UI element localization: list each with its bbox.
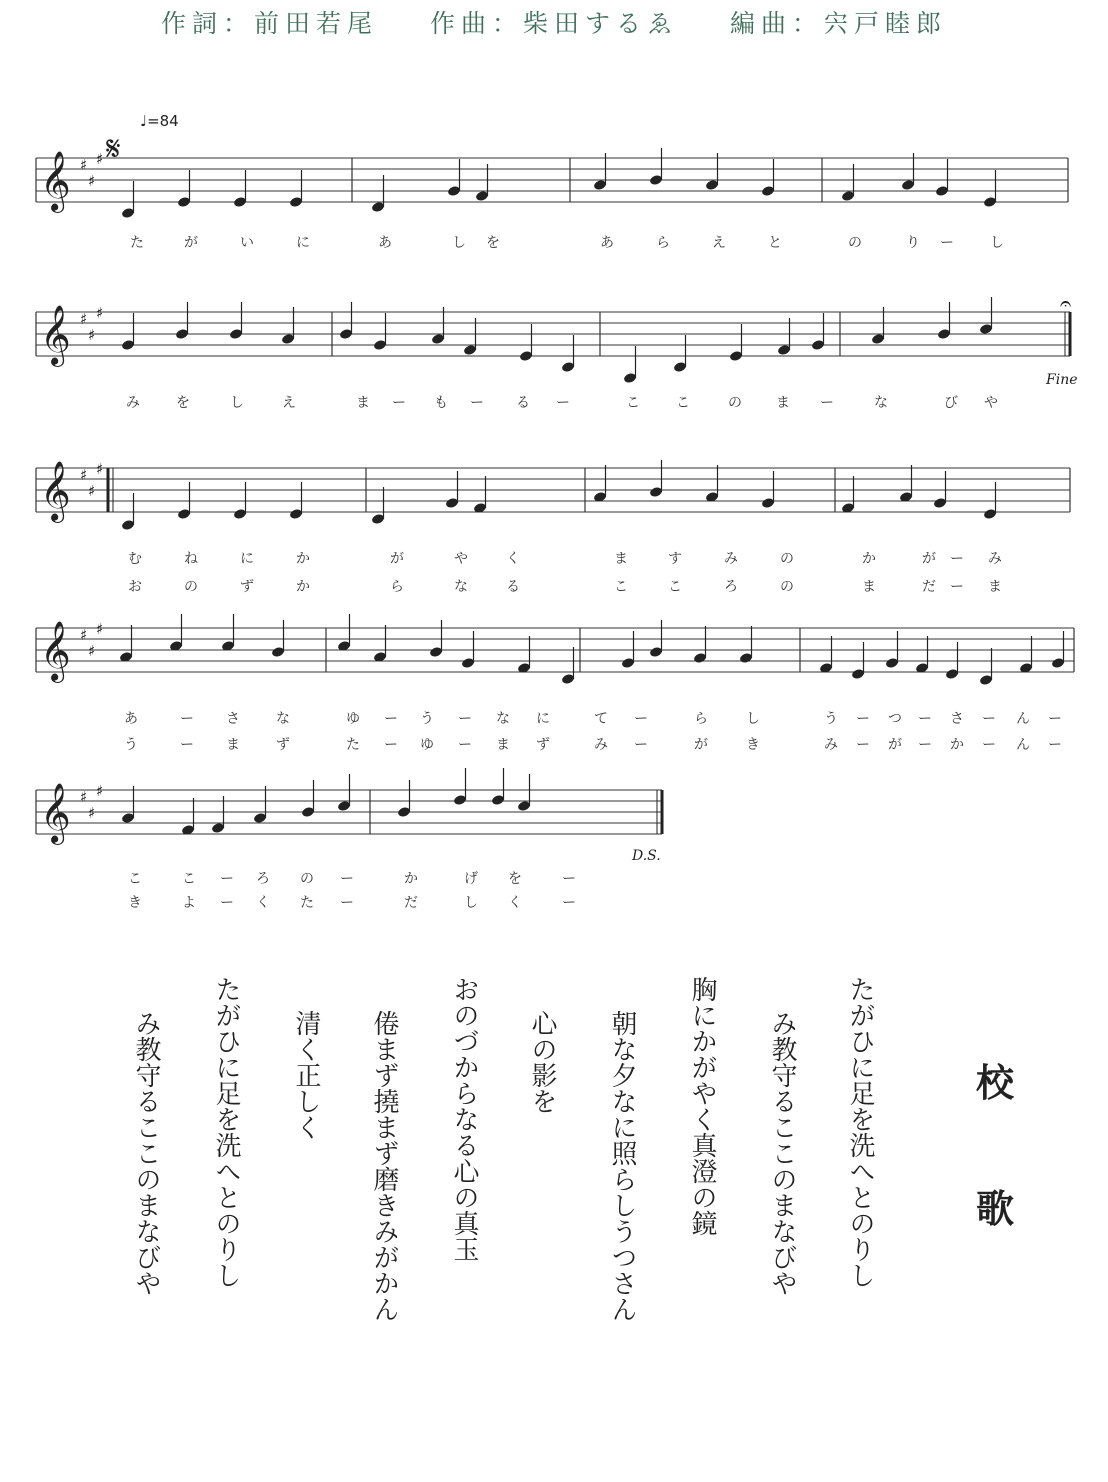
lyric-syllable: あ — [600, 235, 614, 251]
lyric-syllable: ん — [1016, 737, 1030, 753]
lyric-syllable: ー — [458, 737, 472, 753]
lyric-syllable: こ — [676, 395, 690, 411]
lyric-syllable: た — [346, 737, 360, 753]
ds-marking: D.S. — [632, 848, 661, 864]
lyric-syllable: か — [296, 551, 310, 567]
lyric-syllable: ろ — [724, 579, 738, 595]
lyric-syllable: ー — [918, 711, 932, 727]
lyric-syllable: が — [390, 551, 404, 567]
lyric-syllable: ー — [562, 895, 576, 911]
lyric-syllable: ー — [982, 737, 996, 753]
lyric-syllable: ー — [556, 395, 570, 411]
poem-column: 心の影を — [527, 1010, 557, 1114]
lyric-syllable: ー — [950, 551, 964, 567]
lyric-syllable: ー — [856, 711, 870, 727]
lyric-syllable: ー — [918, 737, 932, 753]
lyric-syllable: ー — [950, 579, 964, 595]
sharp-icon: ♯ — [96, 782, 104, 800]
lyric-syllable: ー — [220, 895, 234, 911]
lyric-syllable: ー — [940, 235, 954, 251]
lyric-syllable: ー — [856, 737, 870, 753]
lyric-syllable: し — [452, 235, 466, 251]
lyric-syllable: ー — [340, 871, 354, 887]
fermata-icon: 𝄐 — [1060, 291, 1072, 315]
lyric-syllable: か — [950, 737, 964, 753]
lyric-syllable: ー — [1048, 711, 1062, 727]
lyric-syllable: ー — [180, 711, 194, 727]
lyric-syllable: を — [176, 395, 190, 411]
lyric-syllable: く — [506, 551, 520, 567]
lyric-syllable: よ — [182, 895, 196, 911]
sharp-icon: ♯ — [80, 466, 88, 484]
lyric-syllable: ー — [982, 711, 996, 727]
sharp-icon: ♯ — [88, 326, 96, 344]
poem-column: み教守るここのまなびや — [767, 1010, 797, 1296]
lyric-syllable: な — [874, 395, 888, 411]
lyric-syllable: の — [780, 579, 794, 595]
sharp-icon: ♯ — [80, 156, 88, 174]
arranger-credit: 編曲：宍戸睦郎 — [730, 9, 948, 38]
sharp-icon: ♯ — [88, 804, 96, 822]
lyric-syllable: が — [888, 737, 902, 753]
sharp-icon: ♯ — [88, 642, 96, 660]
sharp-icon: ♯ — [96, 150, 104, 168]
lyric-syllable: ま — [614, 551, 628, 567]
sharp-icon: ♯ — [96, 304, 104, 322]
lyric-syllable: ず — [536, 737, 550, 753]
lyric-syllable: あ — [378, 235, 392, 251]
lyric-syllable: ー — [340, 895, 354, 911]
lyric-syllable: の — [780, 551, 794, 567]
lyric-syllable: ー — [384, 737, 398, 753]
lyric-syllable: ー — [634, 711, 648, 727]
lyric-syllable: だ — [404, 895, 418, 911]
lyric-syllable: ら — [390, 579, 404, 595]
lyric-syllable: く — [508, 895, 522, 911]
sharp-icon: ♯ — [80, 788, 88, 806]
lyric-syllable: る — [506, 579, 520, 595]
lyric-syllable: た — [300, 895, 314, 911]
lyric-syllable: と — [768, 235, 782, 251]
lyric-syllable: す — [668, 551, 682, 567]
lyric-syllable: に — [296, 235, 310, 251]
lyric-syllable: み — [724, 551, 738, 567]
lyric-syllable: か — [404, 871, 418, 887]
lyric-syllable: も — [434, 395, 448, 411]
lyric-syllable: ね — [184, 551, 198, 567]
lyric-syllable: ゆ — [420, 737, 434, 753]
lyric-syllable: だ — [922, 579, 936, 595]
lyric-syllable: ゆ — [346, 711, 360, 727]
lyric-syllable: ー — [470, 395, 484, 411]
sharp-icon: ♯ — [80, 626, 88, 644]
lyric-syllable: ー — [384, 711, 398, 727]
lyric-syllable: ー — [180, 737, 194, 753]
lyric-syllable: な — [496, 711, 510, 727]
lyric-syllable: え — [712, 235, 726, 251]
poem-column: 朝な夕なに照らしうつさん — [607, 1010, 637, 1322]
poem-column: たがひに足を洗へとのりし — [211, 976, 241, 1288]
lyric-syllable: い — [240, 235, 254, 251]
lyric-syllable: ま — [226, 737, 240, 753]
poem-title-char: 歌 — [976, 1186, 1015, 1231]
lyricist-credit: 作詞：前田若尾 — [160, 9, 378, 38]
fine-marking: Fine — [1046, 372, 1078, 388]
lyric-syllable: こ — [128, 871, 142, 887]
lyric-syllable: む — [128, 551, 142, 567]
lyric-syllable: ま — [356, 395, 370, 411]
lyric-syllable: の — [184, 579, 198, 595]
lyric-syllable: み — [126, 395, 140, 411]
poem-column: 胸にかがやく真澄の鏡 — [687, 976, 717, 1236]
lyric-syllable: う — [124, 737, 138, 753]
lyric-syllable: ま — [862, 579, 876, 595]
poem-column: 倦まず撓まず磨きみがかん — [369, 1010, 399, 1322]
lyric-syllable: や — [984, 395, 998, 411]
lyric-syllable: ず — [276, 737, 290, 753]
lyric-syllable: な — [454, 579, 468, 595]
lyric-syllable: く — [256, 895, 270, 911]
sharp-icon: ♯ — [88, 482, 96, 500]
lyric-syllable: か — [296, 579, 310, 595]
lyric-syllable: し — [990, 235, 1004, 251]
tempo-marking: ♩=84 — [140, 112, 179, 130]
lyric-syllable: こ — [668, 579, 682, 595]
lyric-syllable: が — [922, 551, 936, 567]
lyric-syllable: げ — [464, 871, 478, 887]
lyric-syllable: き — [128, 895, 142, 911]
lyric-syllable: の — [300, 871, 314, 887]
poem-column: たがひに足を洗へとのりし — [845, 976, 875, 1288]
lyric-syllable: ー — [220, 871, 234, 887]
lyric-syllable: さ — [226, 711, 240, 727]
lyric-syllable: こ — [182, 871, 196, 887]
composer-credit: 作曲：柴田するゑ — [429, 9, 678, 38]
lyric-syllable: あ — [124, 711, 138, 727]
lyric-syllable: た — [130, 235, 144, 251]
lyric-syllable: ー — [634, 737, 648, 753]
lyric-syllable: お — [128, 579, 142, 595]
lyric-syllable: ろ — [256, 871, 270, 887]
lyric-syllable: み — [824, 737, 838, 753]
lyric-syllable: て — [594, 711, 608, 727]
lyric-syllable: が — [184, 235, 198, 251]
lyric-syllable: ー — [458, 711, 472, 727]
lyric-syllable: さ — [950, 711, 964, 727]
lyric-syllable: こ — [626, 395, 640, 411]
lyric-syllable: び — [944, 395, 958, 411]
lyric-syllable: ん — [1016, 711, 1030, 727]
lyric-syllable: つ — [888, 711, 902, 727]
sharp-icon: ♯ — [96, 620, 104, 638]
treble-clef-icon: 𝄞 — [40, 783, 71, 843]
lyric-syllable: し — [746, 711, 760, 727]
sharp-icon: ♯ — [88, 172, 96, 190]
poem-column: み教守るここのまなびや — [131, 1010, 161, 1296]
poem-column: 清く正しく — [291, 1010, 321, 1140]
segno-icon: 𝄋 — [106, 129, 121, 169]
sharp-icon: ♯ — [80, 310, 88, 328]
lyric-syllable: や — [454, 551, 468, 567]
lyric-syllable: し — [464, 895, 478, 911]
lyric-syllable: に — [536, 711, 550, 727]
poem-column: おのづからなる心の真玉 — [449, 976, 479, 1262]
lyric-syllable: を — [508, 871, 522, 887]
treble-clef-icon: 𝄞 — [40, 621, 71, 681]
lyric-syllable: し — [230, 395, 244, 411]
lyric-syllable: ら — [656, 235, 670, 251]
lyric-syllable: き — [746, 737, 760, 753]
lyric-syllable: の — [728, 395, 742, 411]
treble-clef-icon: 𝄞 — [40, 151, 71, 211]
lyric-syllable: を — [486, 235, 500, 251]
lyric-syllable: か — [862, 551, 876, 567]
lyric-syllable: る — [516, 395, 530, 411]
lyric-syllable: み — [988, 551, 1002, 567]
lyric-syllable: が — [694, 737, 708, 753]
lyric-syllable: み — [594, 737, 608, 753]
sharp-icon: ♯ — [96, 460, 104, 478]
lyric-syllable: な — [276, 711, 290, 727]
lyric-syllable: ま — [496, 737, 510, 753]
lyric-syllable: ま — [776, 395, 790, 411]
lyric-syllable: こ — [614, 579, 628, 595]
lyric-syllable: り — [906, 235, 920, 251]
lyric-syllable: ー — [562, 871, 576, 887]
treble-clef-icon: 𝄞 — [40, 305, 71, 365]
lyric-syllable: う — [420, 711, 434, 727]
lyric-syllable: う — [824, 711, 838, 727]
poem-title-char: 校 — [976, 1060, 1015, 1105]
lyric-syllable: ず — [240, 579, 254, 595]
lyric-syllable: ま — [988, 579, 1002, 595]
lyric-syllable: の — [848, 235, 862, 251]
lyric-syllable: ー — [820, 395, 834, 411]
lyric-syllable: ー — [1048, 737, 1062, 753]
lyric-syllable: え — [282, 395, 296, 411]
lyric-syllable: ー — [392, 395, 406, 411]
lyric-syllable: ら — [694, 711, 708, 727]
lyric-syllable: に — [240, 551, 254, 567]
treble-clef-icon: 𝄞 — [40, 461, 71, 521]
